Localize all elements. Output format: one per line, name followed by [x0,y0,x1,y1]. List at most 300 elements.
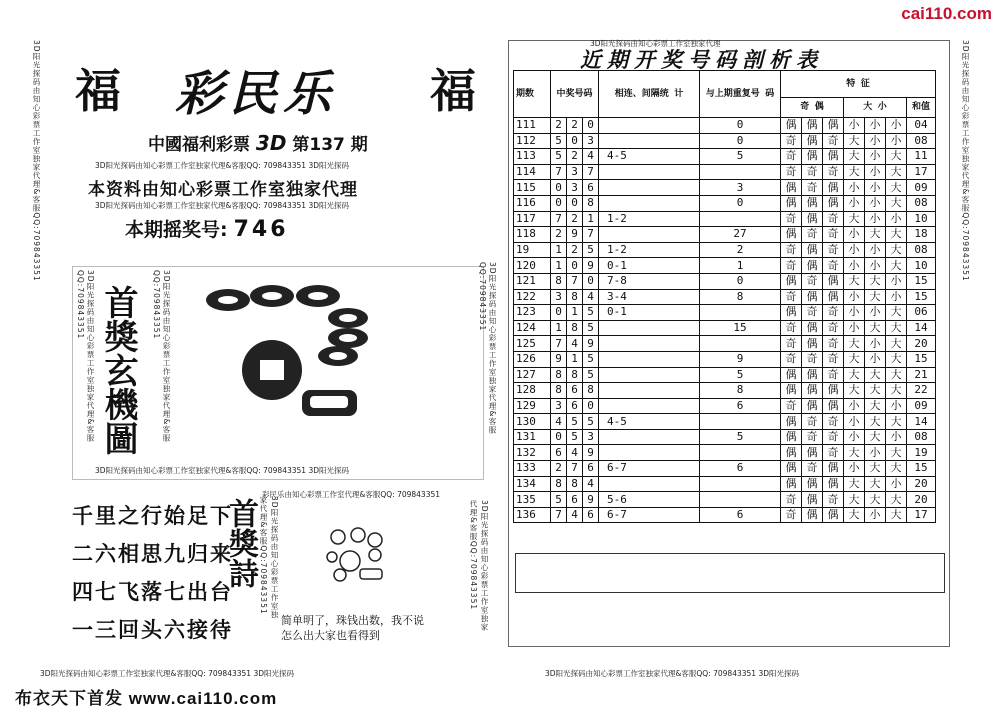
sum-cell: 09 [907,180,936,196]
odd-even-cell: 偶 [823,149,844,165]
issue-cell: 120 [514,258,551,274]
digit-cell: 8 [551,476,567,492]
repeat-cell: 15 [700,320,781,336]
odd-even-cell: 偶 [802,258,823,274]
odd-even-cell: 奇 [823,133,844,149]
repeat-cell: 9 [700,351,781,367]
digit-cell: 3 [583,429,599,445]
odd-even-cell: 奇 [802,227,823,243]
sum-cell: 20 [907,336,936,352]
digit-cell: 8 [551,273,567,289]
issue-cell: 112 [514,133,551,149]
issue-cell: 136 [514,507,551,523]
issue-cell: 129 [514,398,551,414]
header-issue: 期数 [514,71,551,118]
big-small-cell: 大 [886,445,907,461]
big-small-cell: 小 [865,195,886,211]
odd-even-cell: 奇 [823,227,844,243]
odd-even-cell: 奇 [781,133,802,149]
big-small-cell: 大 [865,383,886,399]
digit-cell: 8 [567,289,583,305]
digit-cell: 5 [583,367,599,383]
poem-right-side-text: 3D阳光探码由知心彩票工作室独家代理&客服QQ:709843351 [469,500,489,632]
digit-cell: 1 [551,258,567,274]
digit-cell: 4 [583,476,599,492]
odd-even-cell: 奇 [781,242,802,258]
odd-even-cell: 偶 [802,367,823,383]
big-small-cell: 大 [844,507,865,523]
poem-line: 一三回头六接待 [72,618,233,642]
big-small-cell: 大 [886,414,907,430]
span-cell [599,195,700,211]
odd-even-cell: 偶 [802,289,823,305]
sum-cell: 06 [907,305,936,321]
puzzle-bottom-line: 3D阳光探码由知心彩票工作室独家代理&客服QQ: 709843351 3D阳光探码 [95,466,349,475]
odd-even-cell: 奇 [781,336,802,352]
big-small-cell: 小 [844,461,865,477]
table-row [514,149,936,165]
big-small-cell: 小 [865,211,886,227]
span-cell [599,383,700,399]
issue-cell: 135 [514,492,551,508]
big-small-cell: 大 [886,351,907,367]
table-row [514,133,936,149]
digit-cell: 7 [551,507,567,523]
digit-cell: 4 [567,507,583,523]
big-small-cell: 小 [844,398,865,414]
repeat-cell: 5 [700,429,781,445]
repeat-cell: 6 [700,398,781,414]
digit-cell: 8 [551,367,567,383]
repeat-cell [700,445,781,461]
odd-even-cell: 奇 [802,180,823,196]
big-small-cell: 大 [886,383,907,399]
table-row [514,258,936,274]
table-row [514,164,936,180]
digit-cell: 6 [567,398,583,414]
digit-cell: 5 [567,429,583,445]
odd-even-cell: 奇 [781,507,802,523]
digit-cell: 0 [551,195,567,211]
odd-even-cell: 奇 [781,149,802,165]
big-small-cell: 小 [865,242,886,258]
odd-even-cell: 偶 [802,242,823,258]
sum-cell: 14 [907,414,936,430]
digit-cell: 8 [567,367,583,383]
odd-even-cell: 奇 [823,320,844,336]
repeat-cell: 3 [700,180,781,196]
coin-puzzle-image [200,282,380,422]
odd-even-cell: 奇 [823,305,844,321]
poem-side-text: 3D阳光探码由知心彩票工作室独家代理&客服QQ:709843351 [259,496,279,620]
odd-even-cell: 奇 [802,305,823,321]
digit-cell: 9 [583,258,599,274]
big-small-cell: 大 [865,289,886,305]
table-row [514,461,936,477]
span-cell [599,133,700,149]
odd-even-cell: 偶 [802,383,823,399]
digit-cell: 7 [567,273,583,289]
big-small-cell: 小 [844,429,865,445]
big-small-cell: 大 [886,149,907,165]
issue-game: 3D [255,131,287,155]
odd-even-cell: 奇 [823,164,844,180]
big-small-cell: 小 [865,305,886,321]
draw-label: 本期摇奖号: [125,219,228,241]
poem-note-line-1: 简单明了，珠钱出数，我不说 [281,614,424,627]
digit-cell: 2 [551,461,567,477]
big-small-cell: 大 [844,164,865,180]
poem-note-line-2: 怎么出大家也看得到 [281,629,380,642]
digit-cell: 6 [583,461,599,477]
issue-cell: 133 [514,461,551,477]
big-small-cell: 小 [886,398,907,414]
table-row [514,118,936,134]
sum-cell: 17 [907,164,936,180]
issue-cell: 122 [514,289,551,305]
big-small-cell: 小 [865,180,886,196]
odd-even-cell: 偶 [781,273,802,289]
big-small-cell: 大 [886,367,907,383]
repeat-cell: 8 [700,289,781,305]
brand-title: 彩民乐 [175,66,338,122]
big-small-cell: 大 [865,492,886,508]
odd-even-cell: 偶 [823,180,844,196]
digit-cell: 7 [551,336,567,352]
big-small-cell: 大 [865,227,886,243]
issue-cell: 124 [514,320,551,336]
odd-even-cell: 奇 [823,492,844,508]
sum-cell: 04 [907,118,936,134]
big-small-cell: 大 [844,351,865,367]
odd-even-cell: 偶 [802,476,823,492]
sum-cell: 11 [907,149,936,165]
table-title: 近期开奖号码剖析表 [580,47,823,72]
digit-cell: 5 [583,414,599,430]
header-odd-even: 奇 偶 [781,97,844,117]
digit-cell: 9 [567,227,583,243]
digit-cell: 7 [583,227,599,243]
span-cell [599,118,700,134]
repeat-cell: 6 [700,461,781,477]
sum-cell: 15 [907,351,936,367]
span-cell [599,476,700,492]
sum-cell: 15 [907,461,936,477]
left-edge-text: 3D阳光探码由知心彩票工作室独家代理&客服QQ:709843351 [32,40,41,282]
table-bottom-line: 3D阳光探码由知心彩票工作室独家代理&客服QQ: 709843351 3D阳光探码 [545,669,799,678]
odd-even-cell: 奇 [802,414,823,430]
sum-cell: 17 [907,507,936,523]
big-small-cell: 小 [886,211,907,227]
poem-line: 二六相思九归来 [72,542,233,566]
issue-cell: 127 [514,367,551,383]
digit-cell: 0 [551,180,567,196]
digit-cell: 7 [583,164,599,180]
header-repeat: 与上期重复号 码 [700,71,781,118]
span-cell: 0-1 [599,305,700,321]
odd-even-cell: 奇 [823,336,844,352]
sum-cell: 09 [907,398,936,414]
big-small-cell: 小 [844,320,865,336]
repeat-cell: 5 [700,149,781,165]
odd-even-cell: 偶 [823,289,844,305]
odd-even-cell: 奇 [781,492,802,508]
sum-cell: 14 [907,320,936,336]
table-row [514,211,936,227]
issue-cell: 126 [514,351,551,367]
big-small-cell: 大 [865,461,886,477]
digit-cell: 4 [583,149,599,165]
sum-cell: 10 [907,211,936,227]
table-row [514,351,936,367]
digit-cell: 9 [583,492,599,508]
span-cell [599,398,700,414]
big-small-cell: 小 [886,118,907,134]
odd-even-cell: 奇 [823,367,844,383]
puzzle-side-text-1: 3D阳光探码由知心彩票工作室独家代理&客服QQ:709843351 [76,270,95,443]
header-number: 中奖号码 [551,71,599,118]
repeat-cell: 5 [700,367,781,383]
repeat-cell [700,492,781,508]
odd-even-cell: 偶 [781,414,802,430]
qq-line-top: 3D阳光探码由知心彩票工作室独家代理&客服QQ: 709843351 3D阳光探码 [95,161,349,170]
digit-cell: 8 [583,195,599,211]
big-small-cell: 大 [844,149,865,165]
digit-cell: 6 [567,492,583,508]
odd-even-cell: 奇 [781,351,802,367]
poem-title: 首獎詩 [223,498,258,588]
big-small-cell: 大 [886,507,907,523]
digit-cell: 2 [567,118,583,134]
header-sum: 和值 [907,97,936,117]
big-small-cell: 大 [886,227,907,243]
digit-cell: 2 [567,211,583,227]
issue-cell: 132 [514,445,551,461]
digit-cell: 3 [567,164,583,180]
odd-even-cell: 偶 [781,429,802,445]
digit-cell: 4 [551,414,567,430]
table-row [514,476,936,492]
odd-even-cell: 奇 [802,461,823,477]
big-small-cell: 小 [844,305,865,321]
issue-prefix: 中國福利彩票 [148,135,250,155]
big-small-cell: 小 [865,118,886,134]
digit-cell: 9 [583,336,599,352]
issue-cell: 131 [514,429,551,445]
digit-cell: 0 [583,118,599,134]
odd-even-cell: 偶 [781,461,802,477]
sum-cell: 18 [907,227,936,243]
digit-cell: 1 [567,305,583,321]
repeat-cell: 0 [700,133,781,149]
repeat-cell [700,414,781,430]
header-big-small: 大 小 [844,97,907,117]
big-small-cell: 小 [844,118,865,134]
digit-cell: 3 [551,289,567,305]
digit-cell: 9 [551,351,567,367]
big-small-cell: 大 [865,414,886,430]
odd-even-cell: 偶 [781,305,802,321]
sum-cell: 20 [907,492,936,508]
digit-cell: 2 [551,227,567,243]
issue-cell: 111 [514,118,551,134]
big-small-cell: 大 [844,211,865,227]
table-row [514,492,936,508]
sum-cell: 20 [907,476,936,492]
table-row [514,367,936,383]
issue-cell: 130 [514,414,551,430]
odd-even-cell: 奇 [823,242,844,258]
span-cell: 6-7 [599,507,700,523]
center-side-text: 3D阳光探码由知心彩票工作室独家代理&客服QQ:709843351 [478,262,497,435]
digit-cell: 0 [583,273,599,289]
repeat-cell [700,336,781,352]
table-row [514,320,936,336]
span-cell [599,336,700,352]
puzzle-title: 首獎玄機圖 [98,285,138,455]
digit-cell: 4 [567,445,583,461]
sum-cell: 21 [907,367,936,383]
big-small-cell: 大 [886,258,907,274]
span-cell: 0-1 [599,258,700,274]
table-row [514,227,936,243]
span-cell: 4-5 [599,414,700,430]
odd-even-cell: 奇 [823,429,844,445]
span-cell [599,227,700,243]
odd-even-cell: 偶 [802,507,823,523]
table-row [514,445,936,461]
span-cell: 3-4 [599,289,700,305]
big-small-cell: 大 [886,492,907,508]
big-small-cell: 小 [886,429,907,445]
big-small-cell: 小 [886,289,907,305]
digit-cell: 5 [551,492,567,508]
draw-result [125,215,289,242]
odd-even-cell: 奇 [823,414,844,430]
repeat-cell: 27 [700,227,781,243]
poem-lines [72,497,233,649]
odd-even-cell: 奇 [802,164,823,180]
digit-cell: 3 [551,398,567,414]
issue-cell: 115 [514,180,551,196]
odd-even-cell: 奇 [781,398,802,414]
odd-even-cell: 奇 [823,258,844,274]
odd-even-cell: 偶 [823,476,844,492]
sum-cell: 08 [907,133,936,149]
sum-cell: 08 [907,195,936,211]
span-cell [599,445,700,461]
big-small-cell: 小 [844,195,865,211]
table-row [514,507,936,523]
odd-even-cell: 奇 [781,320,802,336]
digit-cell: 7 [551,211,567,227]
repeat-cell: 8 [700,383,781,399]
digit-cell: 1 [551,242,567,258]
issue-number: 第137 期 [292,135,368,155]
span-cell: 5-6 [599,492,700,508]
big-small-cell: 小 [886,476,907,492]
puzzle-side-text-2: 3D阳光探码由知心彩票工作室独家代理&客服QQ:709843351 [152,270,171,443]
issue-cell: 114 [514,164,551,180]
big-small-cell: 小 [844,180,865,196]
sum-cell: 19 [907,445,936,461]
draw-number: 746 [233,217,289,242]
odd-even-cell: 偶 [802,149,823,165]
digit-cell: 0 [551,429,567,445]
big-small-cell: 大 [886,180,907,196]
site-watermark: cai110.com [901,4,992,23]
digit-cell: 4 [567,336,583,352]
big-small-cell: 小 [844,242,865,258]
repeat-cell [700,211,781,227]
odd-even-cell: 奇 [781,258,802,274]
digit-cell: 0 [567,195,583,211]
odd-even-cell: 偶 [802,398,823,414]
odd-even-cell: 偶 [823,461,844,477]
odd-even-cell: 奇 [823,351,844,367]
digit-cell: 5 [567,414,583,430]
odd-even-cell: 偶 [781,383,802,399]
digit-cell: 1 [551,320,567,336]
span-cell [599,320,700,336]
repeat-cell: 1 [700,258,781,274]
sum-cell: 15 [907,273,936,289]
big-small-cell: 大 [886,461,907,477]
digit-cell: 8 [567,476,583,492]
poem-header-line: 彩民乐由知心彩票工作室代理&客服QQ: 709843351 [262,490,441,499]
odd-even-cell: 偶 [802,133,823,149]
issue-cell: 128 [514,383,551,399]
table-row [514,242,936,258]
issue-cell: 123 [514,305,551,321]
sum-cell: 08 [907,429,936,445]
odd-even-cell: 偶 [781,367,802,383]
odd-even-cell: 偶 [823,398,844,414]
repeat-cell: 2 [700,242,781,258]
table-row [514,383,936,399]
header-feature: 特 征 [781,71,936,98]
digit-cell: 5 [551,133,567,149]
digit-cell: 5 [583,320,599,336]
odd-even-cell: 偶 [802,195,823,211]
span-cell [599,180,700,196]
left-bottom-line: 3D阳光探码由知心彩票工作室独家代理&客服QQ: 709843351 3D阳光探码 [40,669,294,678]
sum-cell: 10 [907,258,936,274]
repeat-cell [700,164,781,180]
digit-cell: 8 [583,383,599,399]
digit-cell: 0 [567,258,583,274]
big-small-cell: 大 [865,398,886,414]
issue-cell: 19 [514,242,551,258]
header-span: 相连、间隔统 计 [599,71,700,118]
issue-cell: 117 [514,211,551,227]
odd-even-cell: 偶 [781,118,802,134]
table-row [514,414,936,430]
big-small-cell: 大 [886,305,907,321]
table-row [514,289,936,305]
span-cell: 1-2 [599,211,700,227]
coin-sketch-image [320,525,400,585]
big-small-cell: 大 [844,445,865,461]
odd-even-cell: 奇 [781,289,802,305]
odd-even-cell: 奇 [781,164,802,180]
big-small-cell: 大 [844,492,865,508]
sum-cell: 15 [907,289,936,305]
table-row [514,180,936,196]
digit-cell: 5 [583,351,599,367]
odd-even-cell: 奇 [823,445,844,461]
fu-right-glyph: 福 [430,64,476,118]
